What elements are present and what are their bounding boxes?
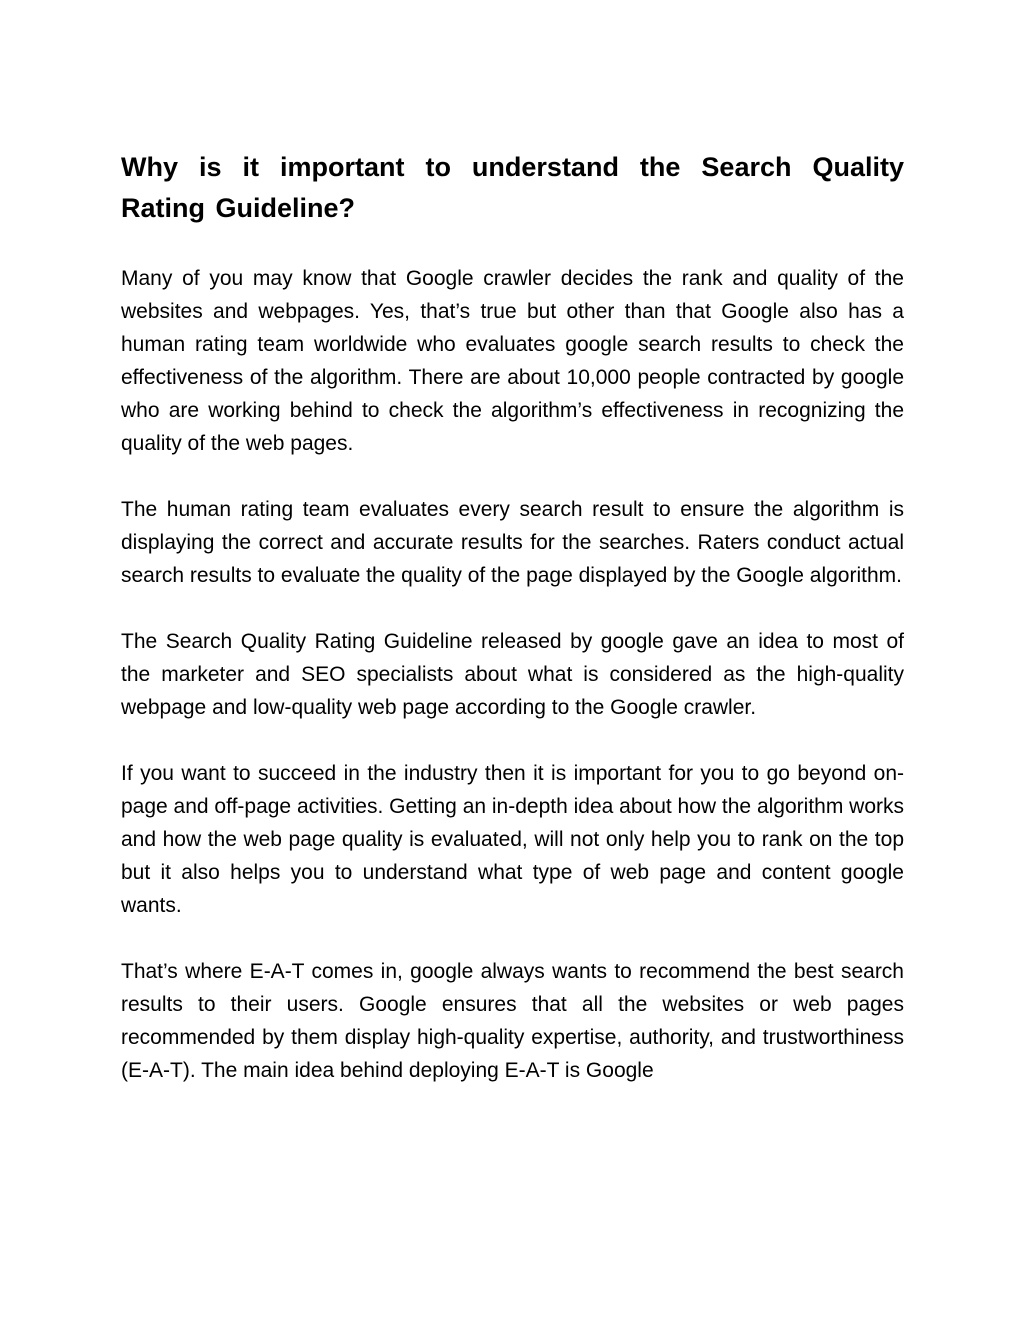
document-title: Why is it important to understand the Search Quality Rating Guideline? xyxy=(121,152,904,223)
document-page xyxy=(121,147,904,1087)
paragraph-succeed-in-industry: If you want to succeed in the industry then it is important for you to go beyond on-page and off-page activities. Getting an in-depth idea about how the algorithm works and how the web page quality is evaluated, will not only help you to rank on the top but it also helps you to understand what type of web page and content google wants. xyxy=(121,762,904,917)
paragraph-guideline-release: The Search Quality Rating Guideline released by google gave an idea to most of the marketer and SEO specialists about what is considered as the high-quality webpage and low-quality web page according to the Google crawler. xyxy=(121,630,904,719)
paragraph-google-crawler: Many of you may know that Google crawler decides the rank and quality of the websites and webpages. Yes, that’s true but other than that Google also has a human rating team worldwide who evaluates google search results to check the effectiveness of the algorithm. There are about 10,000 people contracted by google who are working behind to check the algorithm’s effectiveness in recognizing the quality of the web pages. xyxy=(121,267,904,455)
paragraph-eat: That’s where E-A-T comes in, google always wants to recommend the best search results to their users. Google ensures that all the websites or web pages recommended by them display high-quality expertise, authority, and trustworthiness (E-A-T). The main idea behind deploying E-A-T is Google xyxy=(121,960,904,1082)
paragraph-human-rating-team: The human rating team evaluates every search result to ensure the algorithm is displaying the correct and accurate results for the searches. Raters conduct actual search results to evaluate the quality of the page displayed by the Google algorithm. xyxy=(121,498,904,587)
